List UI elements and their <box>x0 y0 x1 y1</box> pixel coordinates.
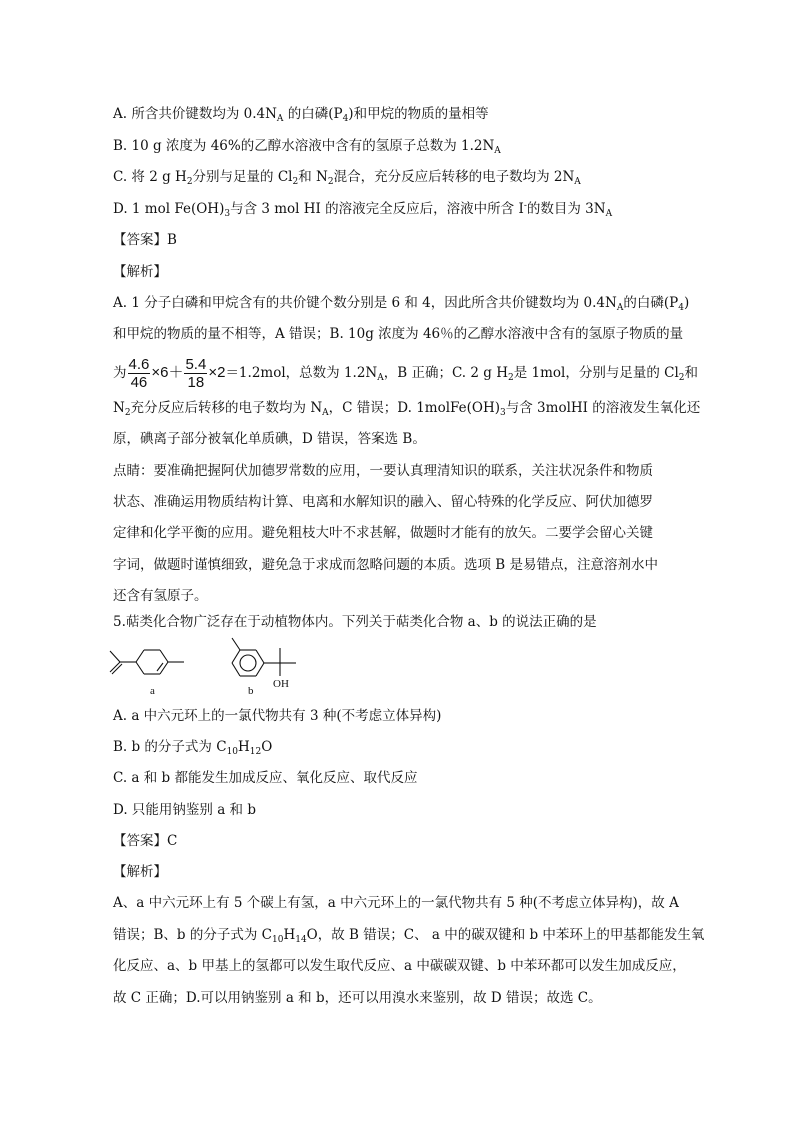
q5-explanation-line-3: 化反应、a、b 甲基上的氢都可以发生取代反应、a 中碳碳双键、b 中苯环都可以发生加成反应， <box>113 958 686 974</box>
q5-answer: 【答案】C <box>113 833 178 849</box>
q4-answer: 【答案】B <box>113 232 177 248</box>
q5-option-c: C. a 和 b 都能发生加成反应、氧化反应、取代反应 <box>113 770 418 786</box>
q4-tip-line-2: 状态、准确运用物质结构计算、电离和水解知识的融入、留心特殊的化学反应、阿伏加德罗 <box>113 494 653 510</box>
q5-analysis-label: 【解析】 <box>113 864 167 880</box>
molecule-b-oh: OH <box>273 678 289 690</box>
q5-option-a: A. a 中六元环上的一氯代物共有 3 种(不考虑立体异构) <box>113 708 442 724</box>
q4-explanation-line-1: A. 1 分子白磷和甲烷含有的共价键个数分别是 6 和 4，因此所含共价键数均为 $0.4N_A$的白磷$(P_4)$ <box>113 295 690 313</box>
q4-tip-line-1: 点睛：要准确把握阿伏加德罗常数的应用，一要认真理清知识的联系，关注状况条件和物质 <box>113 463 653 479</box>
q4-explanation-line-5: 原，碘离子部分被氧化单质碘，D 错误，答案选 B。 <box>113 431 426 447</box>
molecule-b-label: b <box>248 685 254 697</box>
q4-option-b: B. 10 g 浓度为 46%的乙醇水溶液中含有的氢原子总数为 $1.2N_A$ <box>113 138 501 156</box>
q4-option-c: C. 将 2 g $H_2$分别与足量的 $Cl_2$和 $N_2$混合，充分反应后转移的电子数均为 $2N_A$ <box>113 169 581 187</box>
q4-explanation-line-3: 为 $\frac{4.6}{46}$ ×6＋ $\frac{5.4}{18}$ ×2＝1.2mol，总数为 $1.2N_A$，B 正确；C. 2 g $H_2$是 1mol，分别与足量的 $Cl_2$和 <box>113 356 699 391</box>
q5-explanation-line-4: 故 C 正确；D.可以用钠鉴别 a 和 b，还可以用溴水来鉴别，故 D 错误；故选 C。 <box>113 990 602 1006</box>
q4-tip-line-3: 定律和化学平衡的应用。避免粗枝大叶不求甚解，做题时才能有的放矢。二要学会留心关键 <box>113 525 653 541</box>
molecule-b <box>232 638 296 676</box>
molecule-structures <box>106 636 326 698</box>
q4-option-d: D. 1 mol $Fe(OH)_3$与含 3 mol HI 的溶液完全反应后，溶液中所含 I-的数目为 $3N_A$ <box>113 201 613 219</box>
q5-explanation-line-2: 错误；B、b 的分子式为 $C_{10}H_{14}O$，故 B 错误；C、 a 中的碳双键和 b 中苯环上的甲基都能发生氧 <box>113 927 705 945</box>
molecule-a <box>110 650 184 674</box>
q4-explanation-line-2: 和甲烷的物质的量不相等，A 错误；B. 10g 浓度为 46％的乙醇水溶液中含有的氢原子物质的量 <box>113 326 684 342</box>
q5-option-b: B. b 的分子式为 $C_{10}H_{12}O$ <box>113 739 273 757</box>
q4-tip-line-4: 字词，做题时谨慎细致，避免急于求成而忽略问题的本质。选项 B 是易错点，注意溶剂水中 <box>113 557 659 573</box>
q4-explanation-line-4: $N_2$充分反应后转移的电子数均为 $N_A$，C 错误；D. $1molFe(OH)_3$与含 3molHI 的溶液发生氧化还 <box>113 400 701 418</box>
q5-explanation-line-1: A、a 中六元环上有 5 个碳上有氢，a 中六元环上的一氯代物共有 5 种(不考虑立体异构)，故 A <box>113 895 679 911</box>
q4-option-a: A. 所含共价键数均为 $0.4N_A$ 的白磷$(P_4)$和甲烷的物质的量相等 <box>113 106 489 124</box>
q4-tip-line-5: 还含有氢原子。 <box>113 588 208 604</box>
q4-analysis-label: 【解析】 <box>113 264 167 280</box>
fraction-1: $\frac{4.6}{46}$ <box>128 356 150 391</box>
fraction-2: $\frac{5.4}{18}$ <box>185 356 207 391</box>
molecule-a-label: a <box>150 685 155 697</box>
q5-stem: 5.萜类化合物广泛存在于动植物体内。下列关于萜类化合物 a、b 的说法正确的是 <box>113 614 597 630</box>
q5-option-d: D. 只能用钠鉴别 a 和 b <box>113 802 256 818</box>
